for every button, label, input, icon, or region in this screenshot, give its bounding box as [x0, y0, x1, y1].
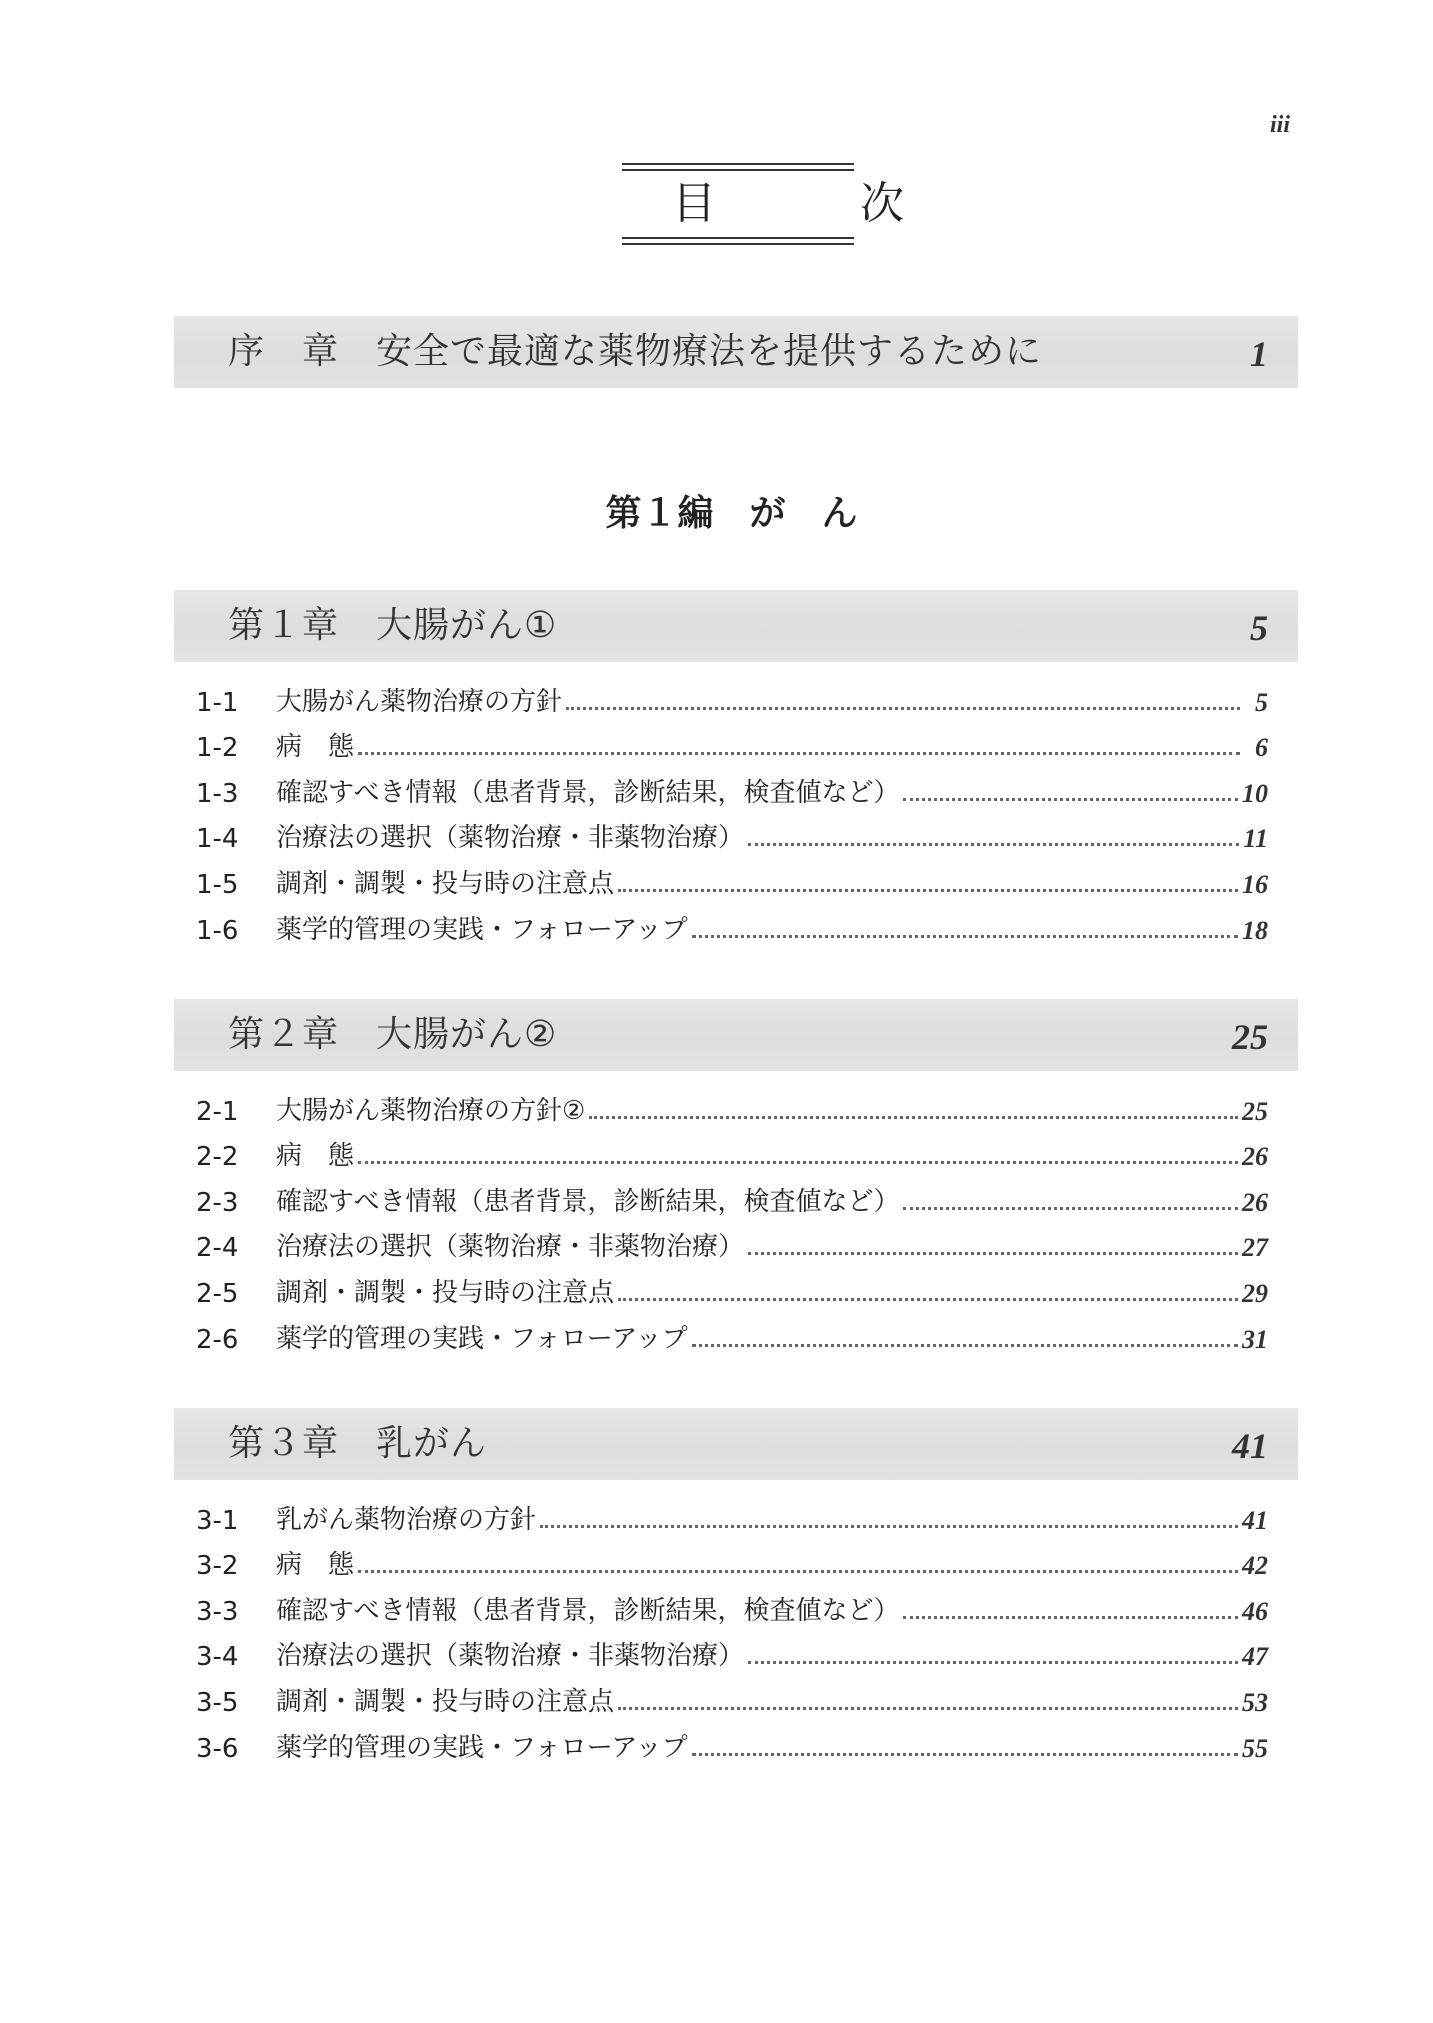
toc-entry-3-1[interactable] [196, 1490, 1268, 1536]
chapter-1-label: 第１章 大腸がん① [228, 605, 558, 646]
chapter-1-section-list [196, 672, 1268, 946]
chapter-2-label: 第２章 大腸がん② [228, 1014, 558, 1055]
entry-number: 3-6 [196, 1733, 239, 1764]
toc-entry-1-6[interactable] [196, 900, 1268, 946]
entry-title: 確認すべき情報（患者背景，診断結果，検査値など） [276, 1595, 900, 1626]
entry-page: 6 [1255, 733, 1268, 763]
toc-entry-3-2[interactable] [196, 1536, 1268, 1582]
chapter-3-page: 41 [1232, 1426, 1268, 1466]
dot-leader [748, 1661, 1238, 1664]
entry-title: 調剤・調製・投与時の注意点 [276, 868, 615, 899]
toc-entry-1-1[interactable] [196, 672, 1268, 718]
entry-number: 3-4 [196, 1642, 239, 1673]
entry-number: 1-3 [196, 778, 239, 809]
entry-page: 5 [1255, 687, 1268, 717]
dot-leader [692, 1344, 1238, 1347]
entry-page: 26 [1242, 1187, 1268, 1217]
title-rule-bottom-outer [622, 243, 854, 245]
dot-leader [358, 1161, 1238, 1164]
title-rule-top-outer [622, 163, 854, 165]
prologue-label: 序 章 安全で最適な薬物療法を提供するために [228, 331, 1043, 372]
entry-number: 1-6 [196, 915, 239, 946]
dot-leader [903, 798, 1238, 801]
toc-entry-1-4[interactable] [196, 809, 1268, 855]
entry-page: 42 [1242, 1551, 1268, 1581]
entry-title: 治療法の選択（薬物治療・非薬物治療） [276, 1232, 745, 1263]
entry-number: 2-1 [196, 1096, 239, 1127]
entry-number: 1-5 [196, 869, 239, 900]
chapter-2-section-list [196, 1081, 1268, 1355]
entry-number: 2-4 [196, 1233, 239, 1264]
toc-entry-1-3[interactable] [196, 763, 1268, 809]
entry-title: 大腸がん薬物治療の方針② [276, 1095, 586, 1126]
prologue-page: 1 [1250, 334, 1268, 374]
dot-leader [903, 1207, 1238, 1210]
dot-leader [692, 1753, 1238, 1756]
dot-leader [618, 1298, 1238, 1301]
title-rule-top-inner [622, 169, 854, 171]
entry-title: 調剤・調製・投与時の注意点 [276, 1277, 615, 1308]
title-block [622, 163, 954, 245]
entry-title: 病 態 [276, 1141, 355, 1172]
dot-leader [692, 935, 1238, 938]
entry-number: 3-2 [196, 1551, 239, 1582]
entry-title: 乳がん薬物治療の方針 [276, 1504, 537, 1535]
dot-leader [748, 843, 1239, 846]
entry-page: 31 [1242, 1324, 1268, 1354]
toc-entry-3-4[interactable] [196, 1627, 1268, 1673]
chapter-3-heading[interactable] [174, 1408, 1298, 1480]
chapter-2-page: 25 [1232, 1017, 1268, 1057]
entry-title: 病 態 [276, 732, 355, 763]
entry-title: 大腸がん薬物治療の方針 [276, 686, 563, 717]
entry-title: 薬学的管理の実践・フォローアップ [276, 914, 688, 945]
entry-number: 3-5 [196, 1687, 239, 1718]
entry-page: 27 [1242, 1233, 1268, 1263]
entry-number: 1-1 [196, 687, 239, 718]
page-number: iii [1270, 112, 1291, 138]
dot-leader [589, 1116, 1238, 1119]
entry-number: 3-3 [196, 1596, 239, 1627]
dot-leader [618, 1707, 1238, 1710]
chapter-3-label: 第３章 乳がん [228, 1423, 488, 1464]
toc-entry-2-6[interactable] [196, 1309, 1268, 1355]
toc-entry-1-2[interactable] [196, 718, 1268, 764]
entry-title: 薬学的管理の実践・フォローアップ [276, 1323, 688, 1354]
toc-entry-2-1[interactable] [196, 1081, 1268, 1127]
title-rule-bottom-inner [622, 237, 854, 239]
dot-leader [748, 1252, 1238, 1255]
prologue-heading[interactable] [174, 316, 1298, 388]
page-title: 目 次 [672, 178, 954, 229]
entry-number: 2-3 [196, 1187, 239, 1218]
dot-leader [566, 707, 1240, 710]
entry-title: 薬学的管理の実践・フォローアップ [276, 1732, 688, 1763]
entry-number: 2-6 [196, 1324, 239, 1355]
entry-number: 1-4 [196, 824, 239, 855]
chapter-1-page: 5 [1250, 608, 1268, 648]
dot-leader [358, 1570, 1238, 1573]
entry-page: 25 [1242, 1096, 1268, 1126]
entry-page: 18 [1242, 915, 1268, 945]
part-title: 第１編 が ん [605, 493, 858, 534]
toc-entry-2-5[interactable] [196, 1263, 1268, 1309]
entry-title: 確認すべき情報（患者背景，診断結果，検査値など） [276, 1186, 900, 1217]
toc-entry-3-3[interactable] [196, 1581, 1268, 1627]
entry-title: 病 態 [276, 1550, 355, 1581]
chapter-1-heading[interactable] [174, 590, 1298, 662]
entry-title: 調剤・調製・投与時の注意点 [276, 1686, 615, 1717]
entry-page: 11 [1243, 824, 1268, 854]
toc-entry-2-3[interactable] [196, 1172, 1268, 1218]
entry-page: 26 [1242, 1142, 1268, 1172]
entry-number: 3-1 [196, 1505, 239, 1536]
entry-page: 47 [1242, 1642, 1268, 1672]
entry-page: 29 [1242, 1278, 1268, 1308]
dot-leader [540, 1525, 1238, 1528]
toc-entry-2-4[interactable] [196, 1218, 1268, 1264]
entry-title: 治療法の選択（薬物治療・非薬物治療） [276, 1641, 745, 1672]
entry-number: 1-2 [196, 733, 239, 764]
dot-leader [358, 752, 1240, 755]
entry-title: 治療法の選択（薬物治療・非薬物治療） [276, 823, 745, 854]
entry-page: 55 [1242, 1733, 1268, 1763]
toc-entry-3-6[interactable] [196, 1718, 1268, 1764]
entry-title: 確認すべき情報（患者背景，診断結果，検査値など） [276, 777, 900, 808]
entry-page: 16 [1242, 869, 1268, 899]
toc-entry-3-5[interactable] [196, 1672, 1268, 1718]
entry-page: 41 [1242, 1505, 1268, 1535]
entry-number: 2-2 [196, 1142, 239, 1173]
toc-entry-2-2[interactable] [196, 1127, 1268, 1173]
chapter-3-section-list [196, 1490, 1268, 1764]
entry-page: 46 [1242, 1596, 1268, 1626]
dot-leader [618, 889, 1238, 892]
entry-page: 53 [1242, 1687, 1268, 1717]
entry-number: 2-5 [196, 1278, 239, 1309]
toc-entry-1-5[interactable] [196, 854, 1268, 900]
entry-page: 10 [1242, 778, 1268, 808]
chapter-2-heading[interactable] [174, 999, 1298, 1071]
dot-leader [903, 1616, 1238, 1619]
